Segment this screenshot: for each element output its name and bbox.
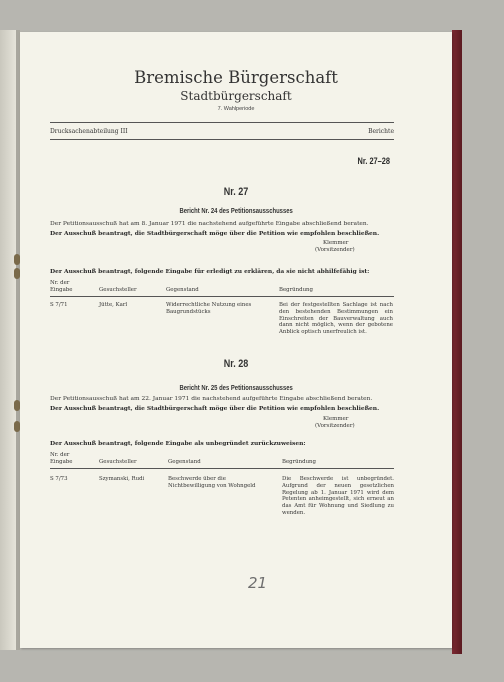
column-header-reason: Begründung bbox=[279, 287, 313, 293]
table-cell-reason: Die Beschwerde ist unbegründet. Aufgrund der neuen gesetzlichen Regelung ab 1. Januar 1971 wird dem Petenten anheimgestellt, sich erneut an das Amt für Wohnung und Siedlung zu wenden. bbox=[282, 476, 394, 516]
page-number-pencil: 21 bbox=[248, 574, 268, 592]
category-label: Berichte bbox=[368, 128, 394, 135]
signer-role: (Vorsitzender) bbox=[315, 247, 355, 253]
section-intro: Der Petitionsausschuß hat am 22. Januar 1971 die nachstehend aufgeführte Eingabe abschließend beraten. bbox=[50, 396, 373, 402]
legislative-period: 7. Wahlperiode bbox=[217, 106, 255, 112]
table-cell-nr: S 7/73 bbox=[50, 476, 68, 482]
column-header-applicant: Gesuchsteller bbox=[99, 459, 137, 465]
range-label: Nr. 27–28 bbox=[358, 156, 391, 166]
section-decision: Der Ausschuß beantragt, die Stadtbürgerschaft möge über die Petition wie empfohlen beschließen. bbox=[50, 230, 380, 237]
table-cell-applicant: Szymanski, Rudi bbox=[99, 476, 145, 482]
section-intro: Der Petitionsausschuß hat am 8. Januar 1971 die nachstehend aufgeführte Eingabe abschließend beraten. bbox=[50, 221, 369, 227]
signer-name: Klemmer bbox=[323, 240, 349, 246]
section-number: Nr. 27 bbox=[223, 186, 249, 198]
column-header-nr: Nr. der Eingabe bbox=[50, 280, 73, 293]
document-subtitle: Stadtbürgerschaft bbox=[180, 89, 292, 103]
table-cell-subject: Widerrechtliche Nutzung eines Baugrundstücks bbox=[166, 302, 252, 315]
table-cell-reason: Bei der festgestellten Sachlage ist nach den bestehenden Bestimmungen ein Einschreiten der Bauverwaltung auch dann nicht möglich, wenn der gebotene Anblick optisch unerfreulich ist. bbox=[279, 302, 393, 336]
report-title: Bericht Nr. 24 des Petitionsausschusses bbox=[179, 206, 293, 215]
report-title: Bericht Nr. 25 des Petitionsausschusses bbox=[179, 383, 293, 392]
column-header-subject: Gegenstand bbox=[168, 459, 201, 465]
department-label: Drucksachenabteilung III bbox=[50, 128, 128, 135]
table-caption: Der Ausschuß beantragt, folgende Eingabe für erledigt zu erklären, da sie nicht abhilfefähig ist: bbox=[50, 268, 370, 275]
table-cell-nr: S 7/71 bbox=[50, 302, 68, 308]
document-title: Bremische Bürgerschaft bbox=[134, 68, 338, 87]
section-number: Nr. 28 bbox=[223, 358, 249, 370]
signer-name: Klemmer bbox=[323, 416, 349, 422]
signer-role: (Vorsitzender) bbox=[315, 423, 355, 429]
column-header-reason: Begründung bbox=[282, 459, 316, 465]
table-cell-applicant: Jütte, Karl bbox=[99, 302, 128, 308]
document-page bbox=[20, 32, 452, 648]
table-cell-subject: Beschwerde über die Nichtbewilligung von Wohngeld bbox=[168, 476, 256, 489]
column-header-nr: Nr. der Eingabe bbox=[50, 452, 73, 465]
table-caption: Der Ausschuß beantragt, folgende Eingabe als unbegründet zurückzuweisen: bbox=[50, 440, 306, 447]
section-decision: Der Ausschuß beantragt, die Stadtbürgerschaft möge über die Petition wie empfohlen beschließen. bbox=[50, 405, 380, 412]
book-cover-edge bbox=[452, 30, 462, 654]
column-header-applicant: Gesuchsteller bbox=[99, 287, 137, 293]
table-rule bbox=[50, 468, 394, 469]
header-rule bbox=[50, 122, 394, 123]
column-header-subject: Gegenstand bbox=[166, 287, 199, 293]
left-page-edge bbox=[0, 30, 16, 650]
table-rule bbox=[50, 296, 394, 297]
meta-rule bbox=[50, 139, 394, 140]
